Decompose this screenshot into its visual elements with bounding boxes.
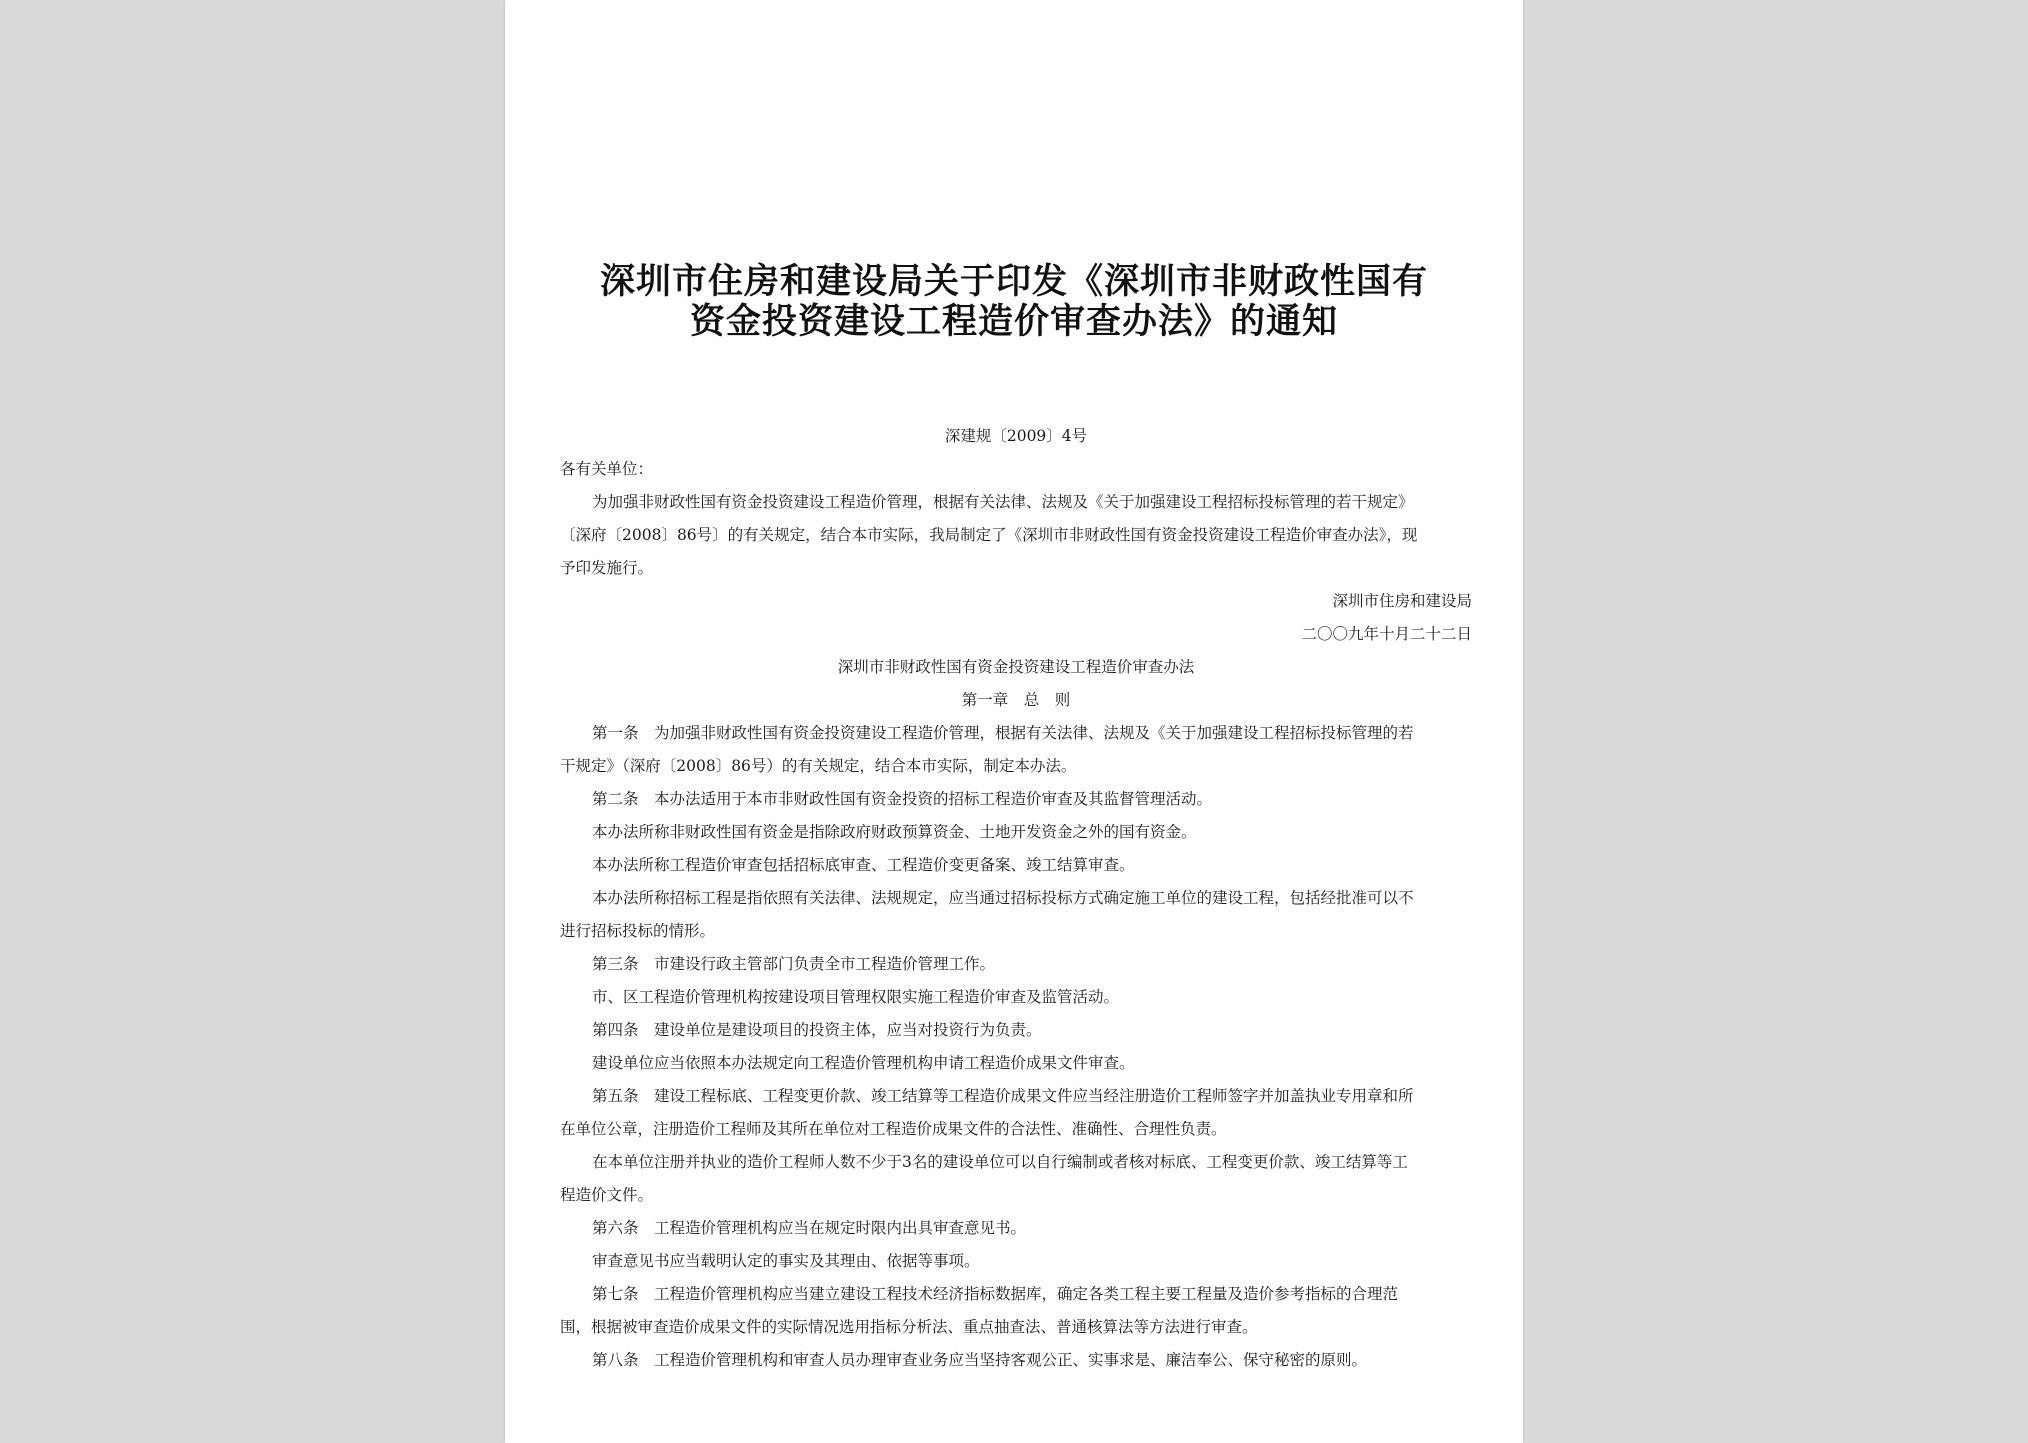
article-line: 本办法所称工程造价审查包括招标底审查、工程造价变更备案、竣工结算审查。 bbox=[592, 856, 1135, 874]
document-body bbox=[560, 420, 1472, 1377]
article-line: 在本单位注册并执业的造价工程师人数不少于3名的建设单位可以自行编制或者核对标底、工程变更价款、竣工结算等工 bbox=[592, 1153, 1408, 1171]
article-list bbox=[560, 717, 1472, 1377]
title-line-1: 深圳市住房和建设局关于印发《深圳市非财政性国有 bbox=[599, 261, 1428, 302]
article-line: 在单位公章，注册造价工程师及其所在单位对工程造价成果文件的合法性、准确性、合理性负责。 bbox=[560, 1120, 1227, 1138]
article-line: 建设单位应当依照本办法规定向工程造价管理机构申请工程造价成果文件审查。 bbox=[592, 1054, 1135, 1072]
salutation: 各有关单位： bbox=[560, 460, 654, 478]
article-line: 第二条 本办法适用于本市非财政性国有资金投资的招标工程造价审查及其监督管理活动。 bbox=[592, 790, 1213, 808]
article-line: 本办法所称招标工程是指依照有关法律、法规规定，应当通过招标投标方式确定施工单位的建设工程，包括经批准可以不 bbox=[592, 889, 1414, 907]
article-line: 程造价文件。 bbox=[560, 1186, 654, 1204]
article-line: 进行招标投标的情形。 bbox=[560, 922, 716, 940]
title-line-2: 资金投资建设工程造价审查办法》的通知 bbox=[689, 301, 1338, 342]
notice-line: 予印发施行。 bbox=[560, 559, 654, 577]
notice-line: 为加强非财政性国有资金投资建设工程造价管理，根据有关法律、法规及《关于加强建设工程招标投标管理的若干规定》 bbox=[592, 493, 1414, 511]
article-line: 市、区工程造价管理机构按建设项目管理权限实施工程造价审查及监管活动。 bbox=[592, 988, 1120, 1006]
article-line: 第四条 建设单位是建设项目的投资主体，应当对投资行为负责。 bbox=[592, 1021, 1042, 1039]
chapter-title: 第一章 总 则 bbox=[961, 691, 1071, 709]
article-line: 第三条 市建设行政主管部门负责全市工程造价管理工作。 bbox=[592, 955, 996, 973]
article-line: 第八条 工程造价管理机构和审查人员办理审查业务应当坚持客观公正、实事求是、廉洁奉公、保守秘密的原则。 bbox=[592, 1351, 1368, 1369]
document-page bbox=[505, 0, 1523, 1443]
article-line: 第一条 为加强非财政性国有资金投资建设工程造价管理，根据有关法律、法规及《关于加强建设工程招标投标管理的若 bbox=[592, 724, 1414, 742]
issue-date: 二〇〇九年十月二十二日 bbox=[1301, 625, 1472, 643]
article-line: 干规定》（深府〔2008〕86号）的有关规定，结合本市实际，制定本办法。 bbox=[560, 757, 1077, 775]
document-title bbox=[545, 262, 1483, 342]
article-line: 围，根据被审查造价成果文件的实际情况选用指标分析法、重点抽查法、普通核算法等方法进行审查。 bbox=[560, 1318, 1258, 1336]
notice-line: 〔深府〔2008〕86号〕的有关规定，结合本市实际，我局制定了《深圳市非财政性国有资金投资建设工程造价审查办法》，现 bbox=[560, 526, 1418, 544]
issuer-signature: 深圳市住房和建设局 bbox=[1332, 592, 1472, 610]
document-number: 深建规〔2009〕4号 bbox=[944, 427, 1088, 445]
article-line: 第五条 建设工程标底、工程变更价款、竣工结算等工程造价成果文件应当经注册造价工程师签字并加盖执业专用章和所 bbox=[592, 1087, 1414, 1105]
article-line: 第六条 工程造价管理机构应当在规定时限内出具审查意见书。 bbox=[592, 1219, 1027, 1237]
measures-title: 深圳市非财政性国有资金投资建设工程造价审查办法 bbox=[837, 658, 1195, 676]
article-line: 本办法所称非财政性国有资金是指除政府财政预算资金、土地开发资金之外的国有资金。 bbox=[592, 823, 1197, 841]
article-line: 审查意见书应当载明认定的事实及其理由、依据等事项。 bbox=[592, 1252, 980, 1270]
article-line: 第七条 工程造价管理机构应当建立建设工程技术经济指标数据库，确定各类工程主要工程量及造价参考指标的合理范 bbox=[592, 1285, 1399, 1303]
